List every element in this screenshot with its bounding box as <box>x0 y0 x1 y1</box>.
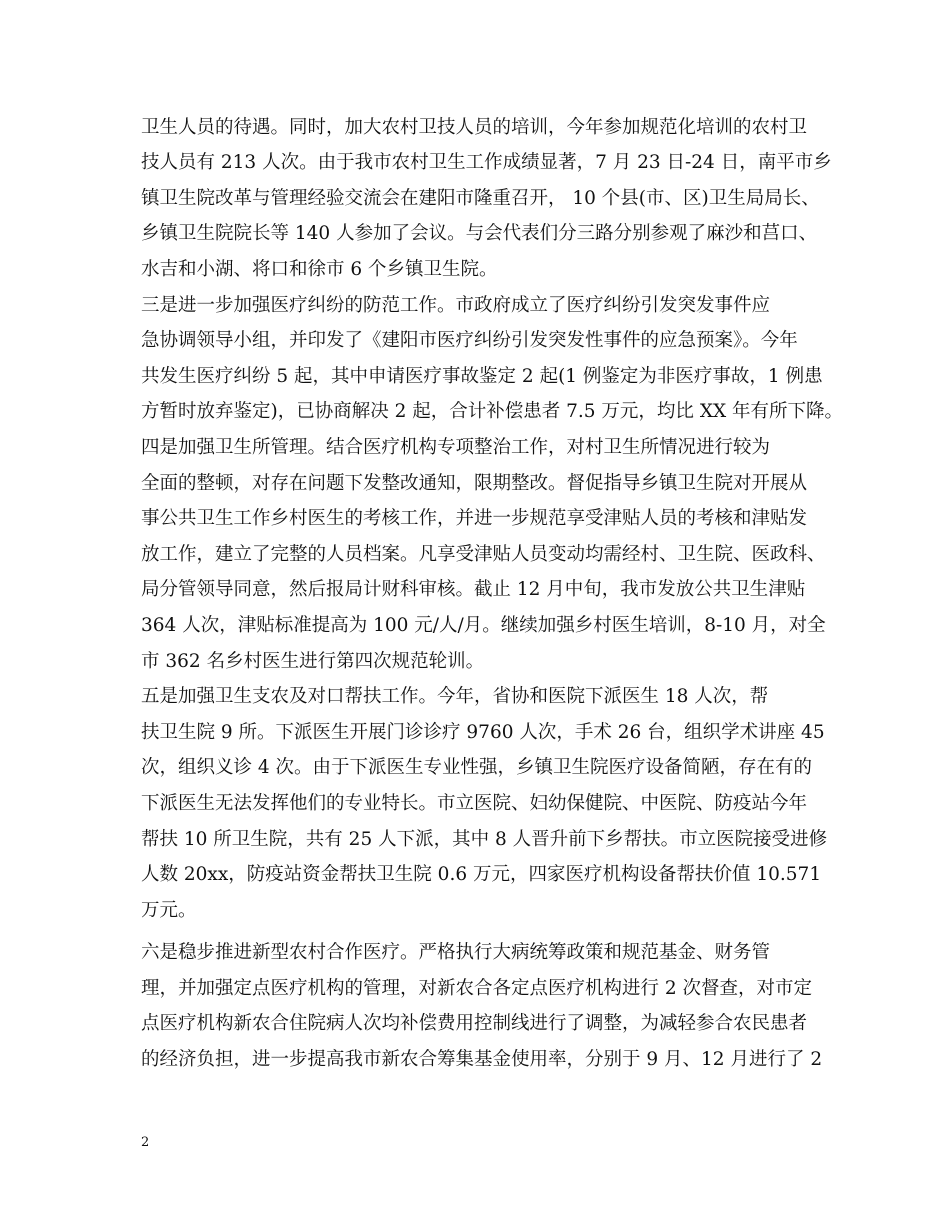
text-line: 共发生医疗纠纷 5 起，其中申请医疗事故鉴定 2 起(1 例鉴定为非医疗事故，1 例患 <box>141 366 823 387</box>
text-line: 四是加强卫生所管理。结合医疗机构专项整治工作，对村卫生所情况进行较为 <box>141 437 771 458</box>
text-line: 水吉和小湖、将口和徐市 6 个乡镇卫生院。 <box>141 259 498 280</box>
text-line: 卫生人员的待遇。同时，加大农村卫技人员的培训，今年参加规范化培训的农村卫 <box>141 117 808 138</box>
text-line: 的经济负担，进一步提高我市新农合筹集基金使用率，分别于 9 月、12 月进行了 2 <box>141 1049 823 1070</box>
text-line: 次，组织义诊 4 次。由于下派医生专业性强，乡镇卫生院医疗设备简陋，存在有的 <box>141 757 813 778</box>
text-line: 放工作，建立了完整的人员档案。凡享受津贴人员变动均需经村、卫生院、医政科、 <box>141 544 826 565</box>
text-line: 全面的整顿，对存在问题下发整改通知，限期整改。督促指导乡镇卫生院对开展从 <box>141 473 808 494</box>
text-line: 扶卫生院 9 所。下派医生开展门诊诊疗 9760 人次，手术 26 台，组织学术讲座 45 <box>141 722 825 743</box>
text-line: 理，并加强定点医疗机构的管理，对新农合各定点医疗机构进行 2 次督查，对市定 <box>141 978 813 999</box>
text-line: 六是稳步推进新型农村合作医疗。严格执行大病统筹政策和规范基金、财务管 <box>141 942 771 963</box>
text-line: 乡镇卫生院院长等 140 人参加了会议。与会代表们分三路分别参观了麻沙和莒口、 <box>141 223 818 244</box>
text-line: 事公共卫生工作乡村医生的考核工作，并进一步规范享受津贴人员的考核和津贴发 <box>141 508 808 529</box>
text-line: 帮扶 10 所卫生院，共有 25 人下派，其中 8 人晋升前下乡帮扶。市立医院接受进修 <box>141 829 828 850</box>
text-line: 五是加强卫生支农及对口帮扶工作。今年，省协和医院下派医生 18 人次，帮 <box>141 686 769 707</box>
text-line: 万元。 <box>141 900 197 921</box>
page-number: 2 <box>141 1135 150 1150</box>
text-line: 技人员有 213 人次。由于我市农村卫生工作成绩显著，7 月 23 日-24 日，南平市乡 <box>141 152 832 173</box>
text-line: 方暂时放弃鉴定)，已协商解决 2 起，合计补偿患者 7.5 万元，均比 XX 年有所下降。 <box>141 401 844 422</box>
text-line: 下派医生无法发挥他们的专业特长。市立医院、妇幼保健院、中医院、防疫站今年 <box>141 793 808 814</box>
text-line: 364 人次，津贴标准提高为 100 元/人/月。继续加强乡村医生培训，8-10 月，对全 <box>141 615 826 636</box>
text-line: 市 362 名乡村医生进行第四次规范轮训。 <box>141 651 485 672</box>
text-line: 点医疗机构新农合住院病人次均补偿费用控制线进行了调整，为减轻参合农民患者 <box>141 1013 808 1034</box>
text-line: 三是进一步加强医疗纠纷的防范工作。市政府成立了医疗纠纷引发突发事件应 <box>141 295 771 316</box>
text-line: 急协调领导小组，并印发了《建阳市医疗纠纷引发突发性事件的应急预案》。今年 <box>141 330 798 351</box>
text-line: 镇卫生院改革与管理经验交流会在建阳市隆重召开， 10 个县(市、区)卫生局局长、 <box>141 188 820 209</box>
text-line: 局分管领导同意，然后报局计财科审核。截止 12 月中旬，我市发放公共卫生津贴 <box>141 579 806 600</box>
text-line: 人数 20xx，防疫站资金帮扶卫生院 0.6 万元，四家医疗机构设备帮扶价值 10.571 <box>141 864 822 885</box>
